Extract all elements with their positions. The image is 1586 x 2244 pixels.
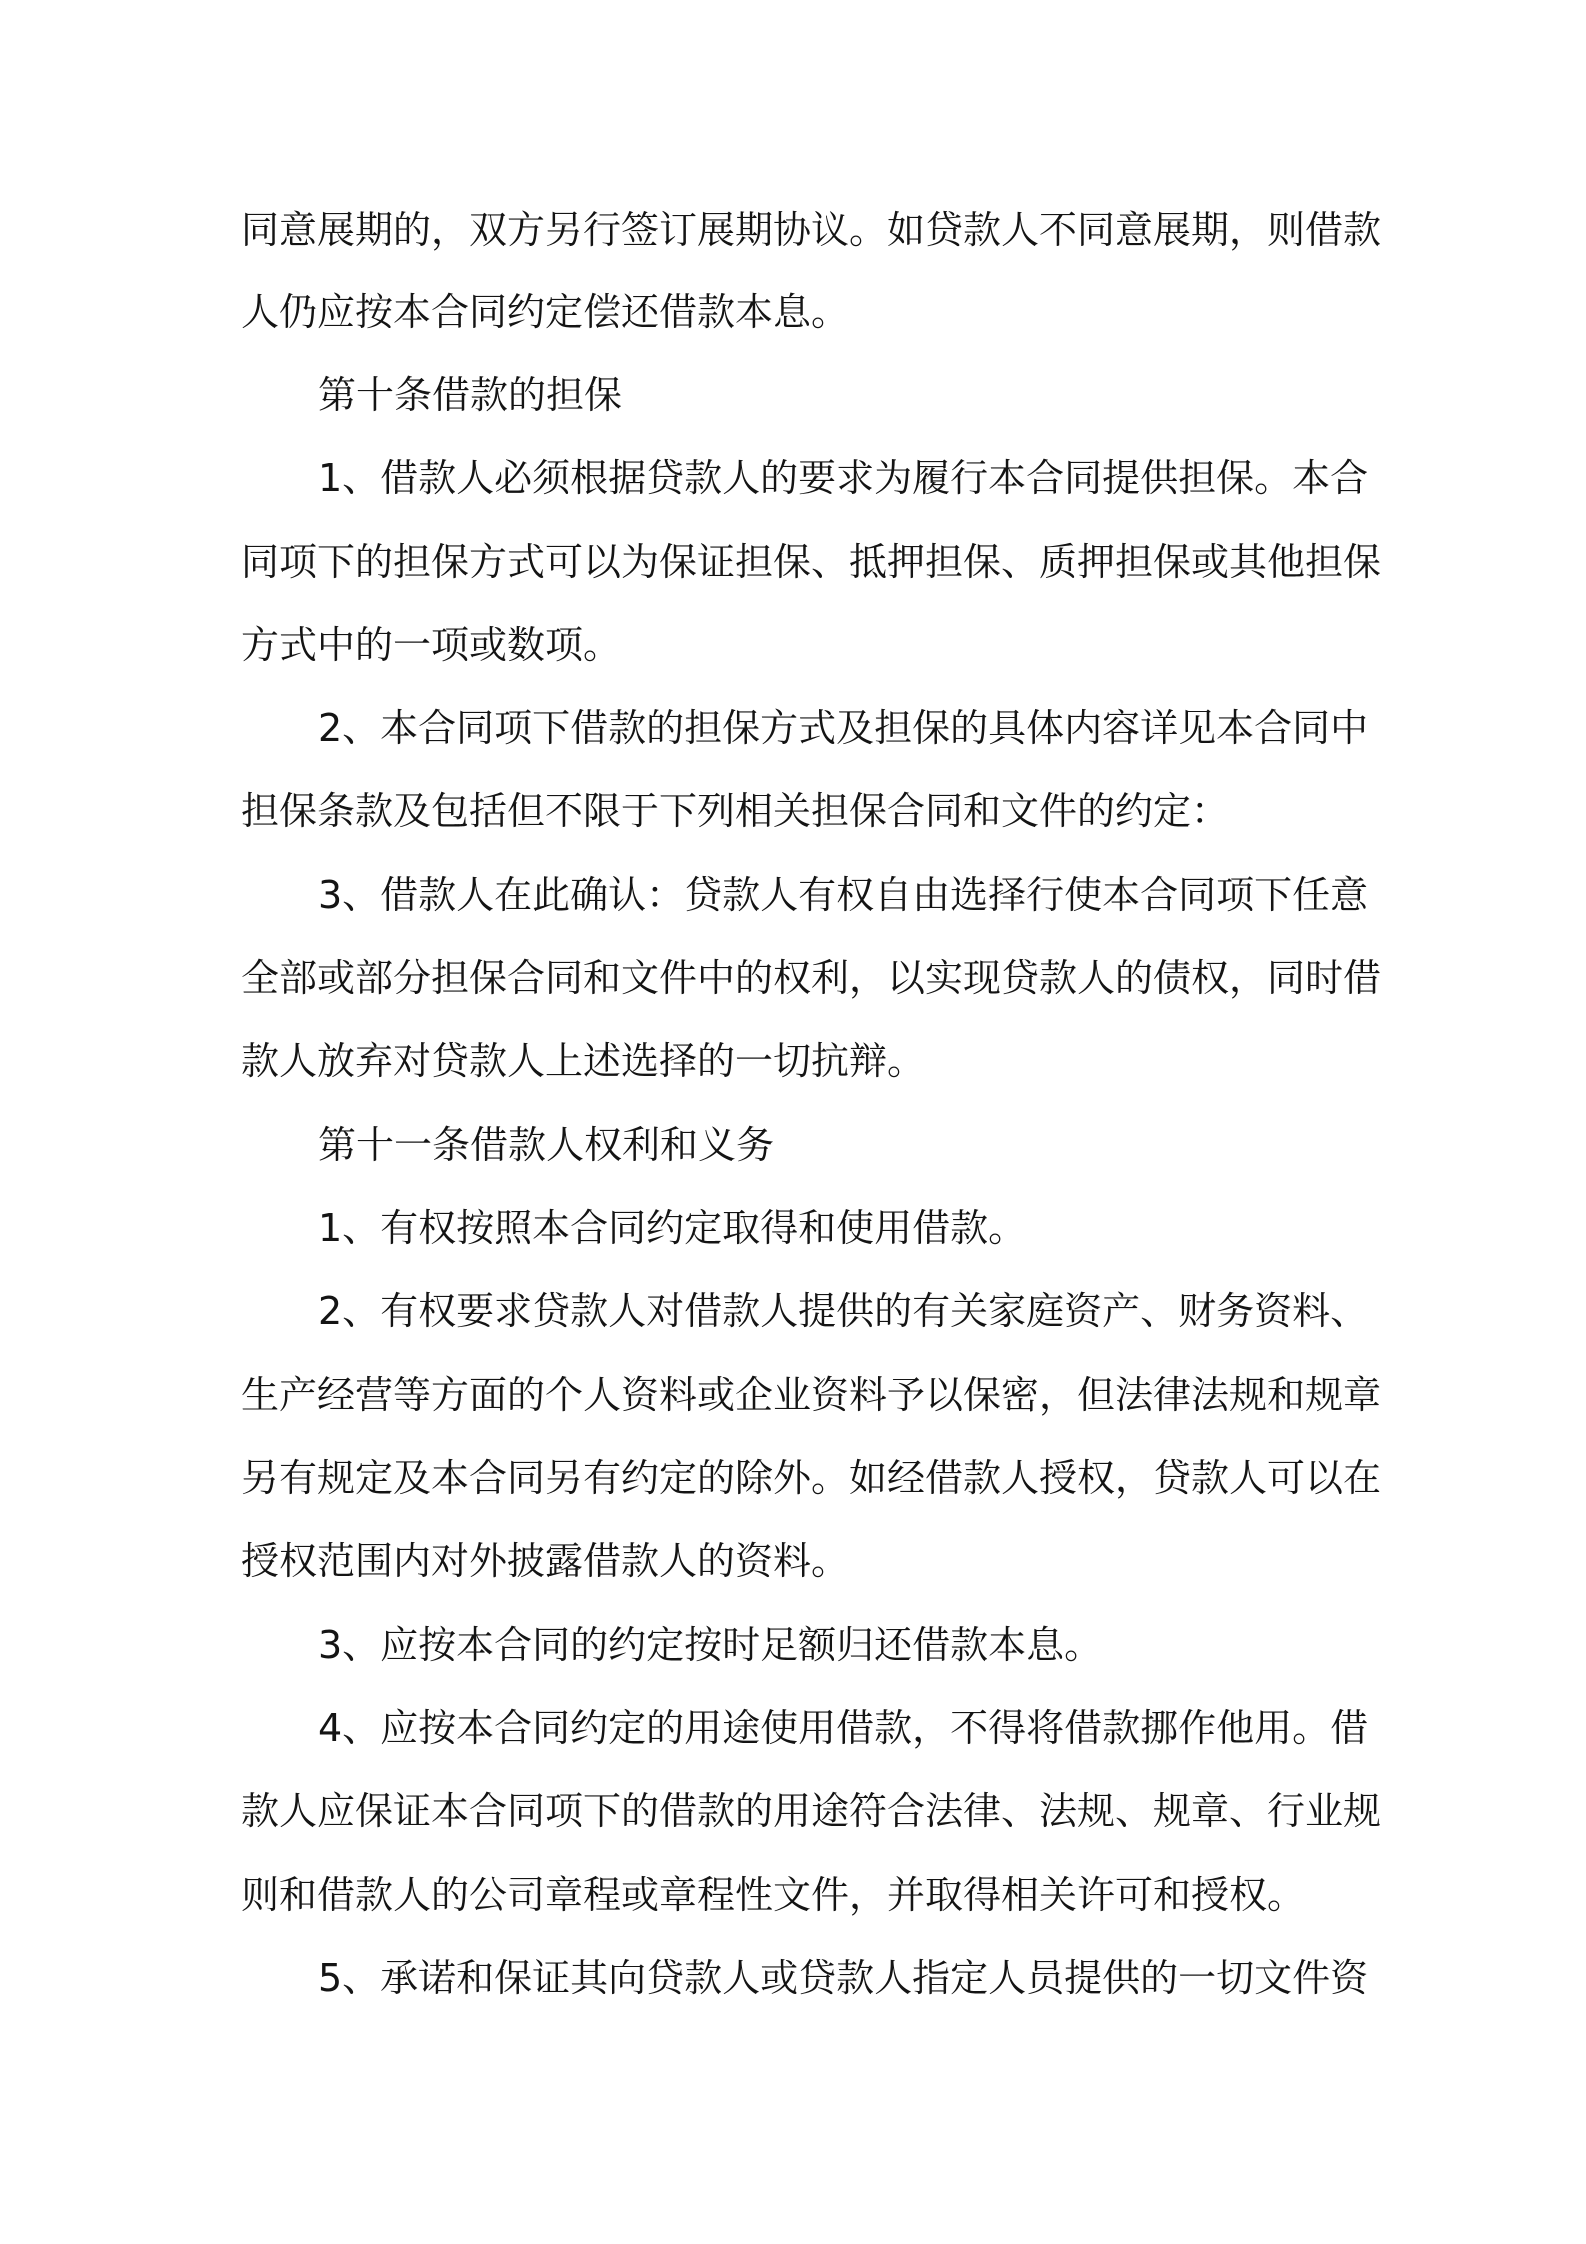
text-line: 则和借款人的公司章程或章程性文件，并取得相关许可和授权。	[241, 1873, 1306, 1917]
text-line: 款人放弃对贷款人上述选择的一切抗辩。	[241, 1039, 926, 1083]
text-line: 同意展期的，双方另行签订展期协议。如贷款人不同意展期，则借款	[241, 208, 1382, 252]
text-line: 另有规定及本合同另有约定的除外。如经借款人授权，贷款人可以在	[241, 1456, 1382, 1500]
text-line: 4、应按本合同约定的用途使用借款，不得将借款挪作他用。借	[318, 1706, 1369, 1750]
text-line: 1、有权按照本合同约定取得和使用借款。	[318, 1206, 1027, 1250]
section-heading: 第十一条借款人权利和义务	[318, 1123, 775, 1167]
text-line: 5、承诺和保证其向贷款人或贷款人指定人员提供的一切文件资	[318, 1956, 1369, 2000]
text-line: 全部或部分担保合同和文件中的权利，以实现贷款人的债权，同时借	[241, 956, 1382, 1000]
text-line: 生产经营等方面的个人资料或企业资料予以保密，但法律法规和规章	[241, 1373, 1382, 1417]
text-line: 2、有权要求贷款人对借款人提供的有关家庭资产、财务资料、	[318, 1289, 1369, 1333]
text-line: 担保条款及包括但不限于下列相关担保合同和文件的约定：	[241, 789, 1230, 833]
section-heading: 第十条借款的担保	[318, 373, 623, 417]
text-line: 2、本合同项下借款的担保方式及担保的具体内容详见本合同中	[318, 706, 1369, 750]
text-line: 3、借款人在此确认：贷款人有权自由选择行使本合同项下任意	[318, 873, 1369, 917]
text-line: 人仍应按本合同约定偿还借款本息。	[241, 290, 850, 334]
text-line: 3、应按本合同的约定按时足额归还借款本息。	[318, 1623, 1103, 1667]
text-line: 款人应保证本合同项下的借款的用途符合法律、法规、规章、行业规	[241, 1789, 1382, 1833]
text-line: 1、借款人必须根据贷款人的要求为履行本合同提供担保。本合	[318, 456, 1369, 500]
text-line: 方式中的一项或数项。	[241, 623, 622, 667]
text-line: 授权范围内对外披露借款人的资料。	[241, 1539, 850, 1583]
text-line: 同项下的担保方式可以为保证担保、抵押担保、质押担保或其他担保	[241, 540, 1382, 584]
